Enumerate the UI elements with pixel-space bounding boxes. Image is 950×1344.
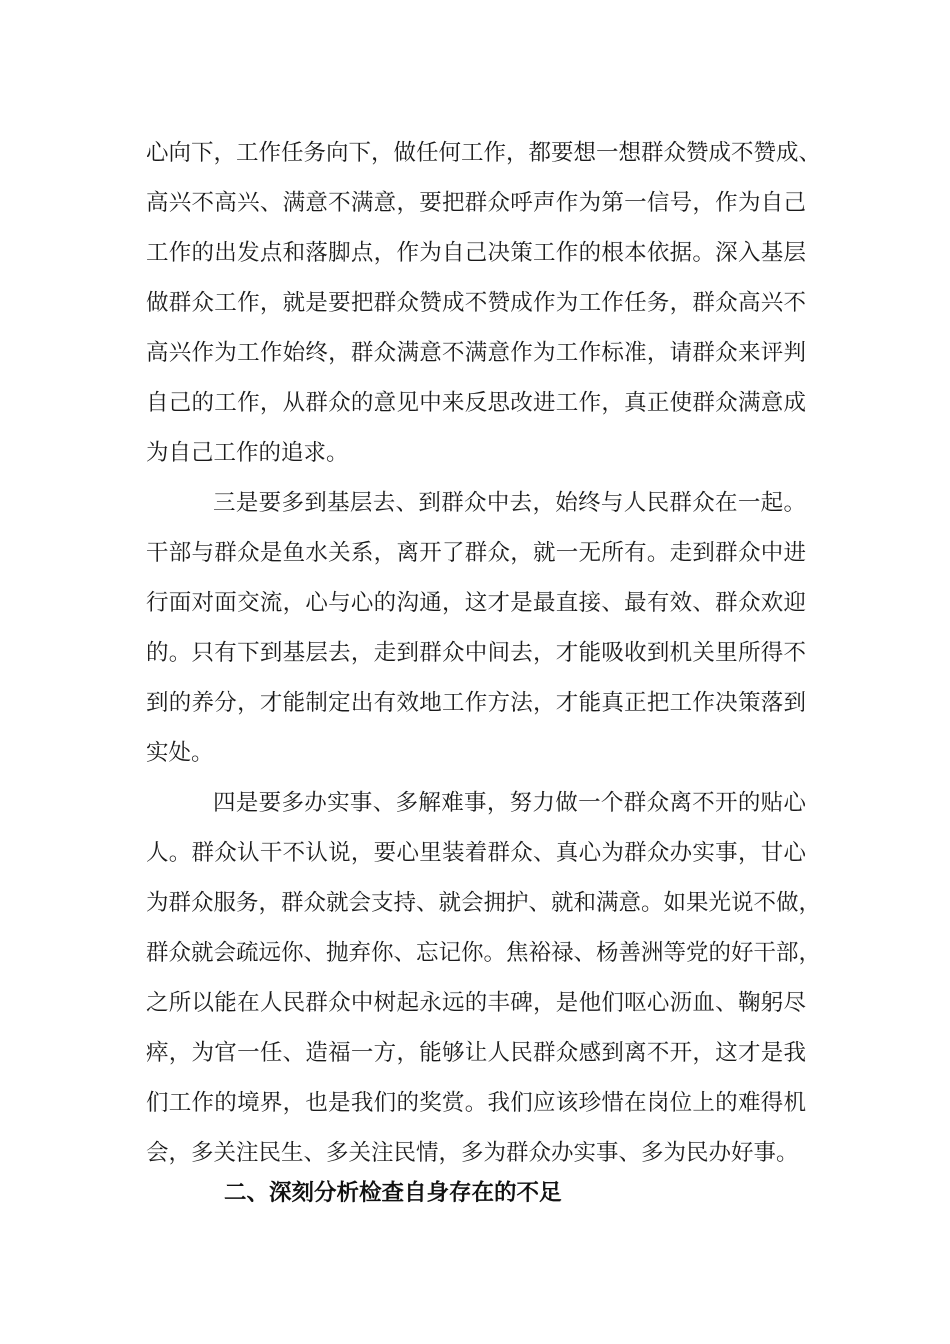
text-line: 做群众工作，就是要把群众赞成不赞成作为工作任务，群众高兴不 [146, 290, 806, 316]
text-line: 到的养分，才能制定出有效地工作方法，才能真正把工作决策落到 [146, 690, 806, 716]
text-line: 为群众服务，群众就会支持、就会拥护、就和满意。如果光说不做， [146, 890, 822, 916]
body-text [146, 128, 822, 1178]
paragraph [146, 778, 822, 1178]
text-line: 高兴作为工作始终，群众满意不满意作为工作标准，请群众来评判 [146, 340, 806, 366]
text-line: 高兴不高兴、满意不满意，要把群众呼声作为第一信号，作为自己 [146, 190, 806, 216]
text-line: 心向下，工作任务向下，做任何工作，都要想一想群众赞成不赞成、 [146, 140, 822, 166]
text-line: 工作的出发点和落脚点，作为自己决策工作的根本依据。深入基层 [146, 240, 806, 266]
text-line: 会，多关注民生、多关注民情，多为群众办实事、多为民办好事。 [146, 1140, 799, 1166]
text-line: 群众就会疏远你、抛弃你、忘记你。焦裕禄、杨善洲等党的好干部， [146, 940, 822, 966]
text-line: 为自己工作的追求。 [146, 440, 349, 466]
text-line: 三是要多到基层去、到群众中去，始终与人民群众在一起。 [213, 490, 806, 516]
text-line: 干部与群众是鱼水关系，离开了群众，就一无所有。走到群众中进 [146, 540, 806, 566]
text-line: 人。群众认干不认说，要心里装着群众、真心为群众办实事，甘心 [146, 840, 806, 866]
text-line: 自己的工作，从群众的意见中来反思改进工作，真正使群众满意成 [146, 390, 806, 416]
text-line: 四是要多办实事、多解难事，努力做一个群众离不开的贴心 [213, 790, 806, 816]
text-line: 瘁，为官一任、造福一方，能够让人民群众感到离不开，这才是我 [146, 1040, 806, 1066]
text-line: 之所以能在人民群众中树起永远的丰碑，是他们呕心沥血、鞠躬尽 [146, 990, 806, 1016]
paragraph [146, 128, 822, 478]
text-line: 们工作的境界，也是我们的奖赏。我们应该珍惜在岗位上的难得机 [146, 1090, 806, 1116]
text-line: 实处。 [146, 740, 214, 766]
paragraph [146, 478, 806, 778]
text-line: 的。只有下到基层去，走到群众中间去，才能吸收到机关里所得不 [146, 640, 806, 666]
text-line: 行面对面交流，心与心的沟通，这才是最直接、最有效、群众欢迎 [146, 590, 806, 616]
section-heading: 二、深刻分析检查自身存在的不足 [224, 1180, 562, 1206]
